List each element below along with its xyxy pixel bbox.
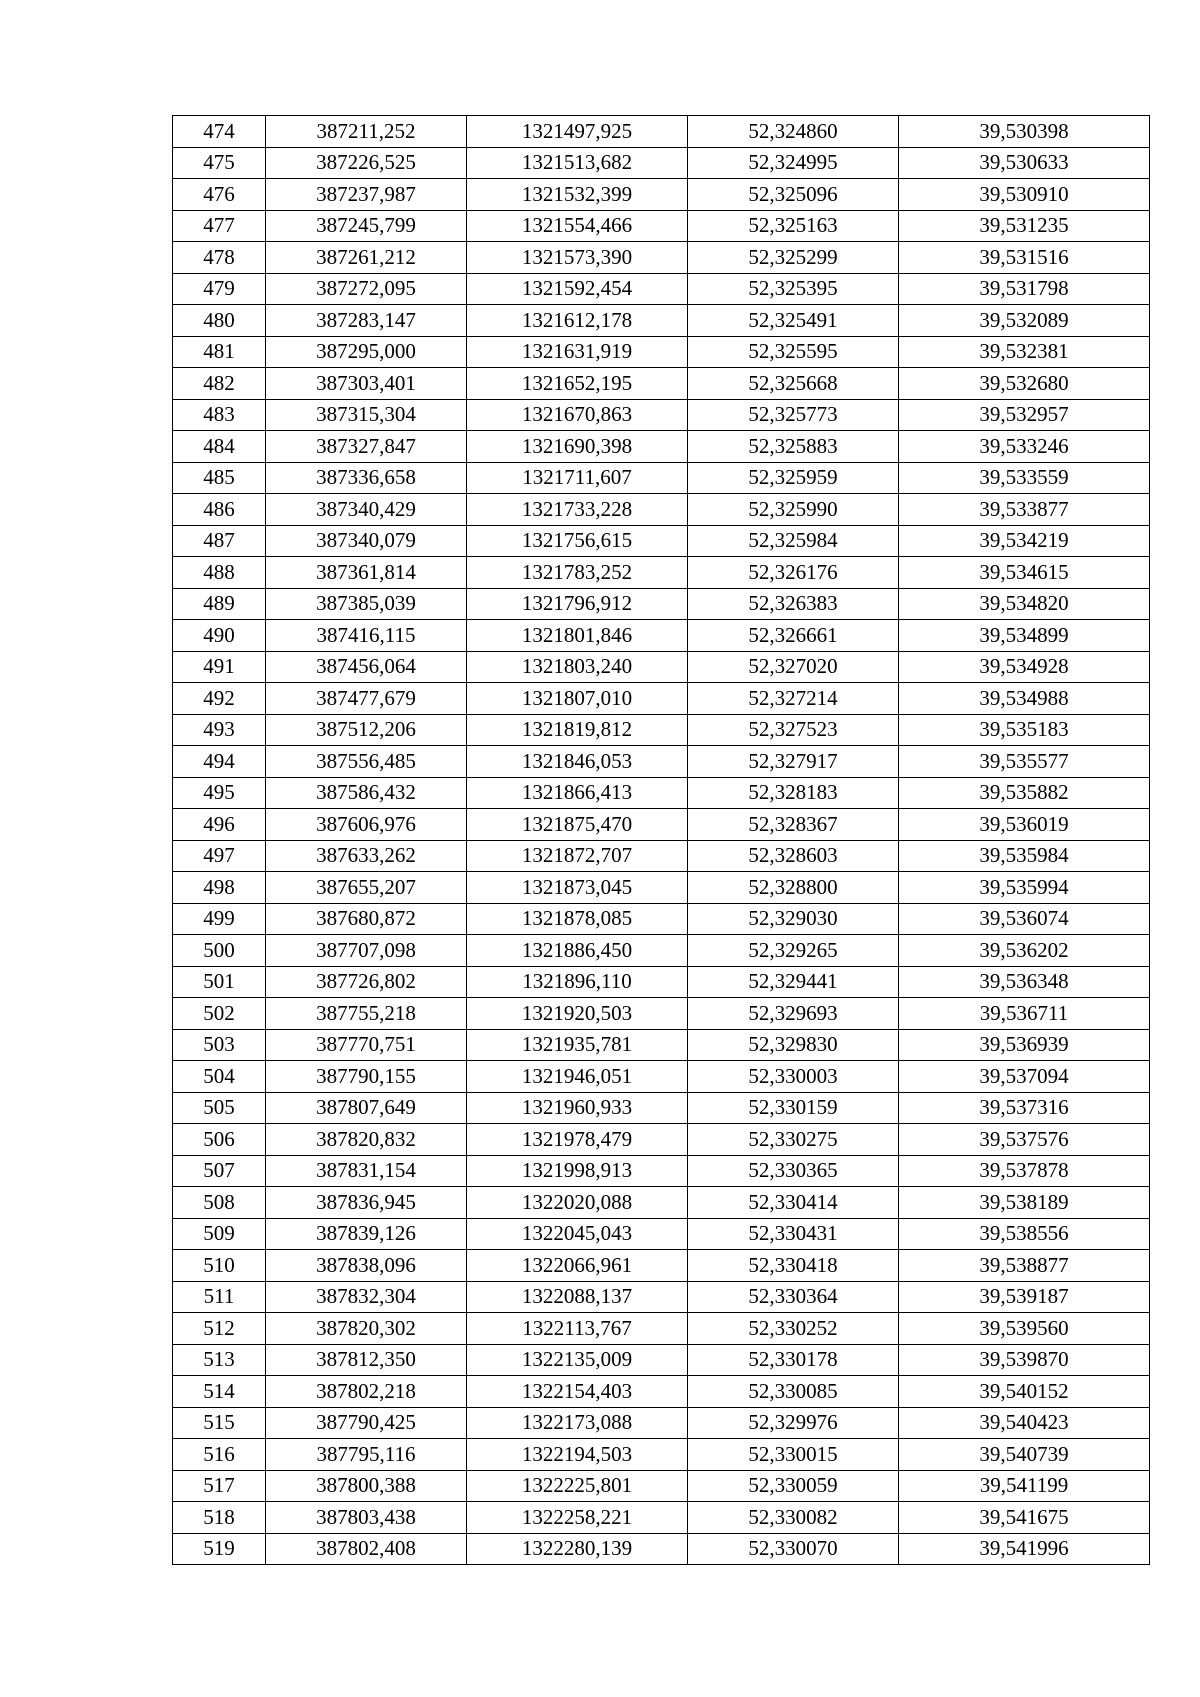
table-row [173, 116, 1150, 148]
x-coordinate-cell: 387340,079 [266, 525, 467, 557]
point-number-cell: 495 [173, 777, 266, 809]
y-coordinate-cell: 1321554,466 [467, 210, 688, 242]
table-row [173, 1029, 1150, 1061]
y-coordinate-cell: 1322194,503 [467, 1439, 688, 1471]
x-coordinate-cell: 387795,116 [266, 1439, 467, 1471]
table-row [173, 462, 1150, 494]
latitude-cell: 52,330365 [688, 1155, 899, 1187]
longitude-cell: 39,539870 [899, 1344, 1150, 1376]
x-coordinate-cell: 387838,096 [266, 1250, 467, 1282]
point-number-cell: 499 [173, 903, 266, 935]
latitude-cell: 52,327917 [688, 746, 899, 778]
longitude-cell: 39,540423 [899, 1407, 1150, 1439]
table-row [173, 746, 1150, 778]
y-coordinate-cell: 1322135,009 [467, 1344, 688, 1376]
table-row [173, 809, 1150, 841]
longitude-cell: 39,535577 [899, 746, 1150, 778]
point-number-cell: 486 [173, 494, 266, 526]
x-coordinate-cell: 387790,155 [266, 1061, 467, 1093]
latitude-cell: 52,325395 [688, 273, 899, 305]
point-number-cell: 518 [173, 1502, 266, 1534]
y-coordinate-cell: 1321796,912 [467, 588, 688, 620]
x-coordinate-cell: 387556,485 [266, 746, 467, 778]
latitude-cell: 52,325959 [688, 462, 899, 494]
table-row [173, 714, 1150, 746]
point-number-cell: 479 [173, 273, 266, 305]
latitude-cell: 52,329441 [688, 966, 899, 998]
coordinate-table-body [173, 116, 1150, 1565]
latitude-cell: 52,327214 [688, 683, 899, 715]
y-coordinate-cell: 1321513,682 [467, 147, 688, 179]
table-row [173, 336, 1150, 368]
y-coordinate-cell: 1321875,470 [467, 809, 688, 841]
longitude-cell: 39,534988 [899, 683, 1150, 715]
longitude-cell: 39,531516 [899, 242, 1150, 274]
y-coordinate-cell: 1321670,863 [467, 399, 688, 431]
longitude-cell: 39,537576 [899, 1124, 1150, 1156]
point-number-cell: 509 [173, 1218, 266, 1250]
table-row [173, 872, 1150, 904]
y-coordinate-cell: 1321801,846 [467, 620, 688, 652]
longitude-cell: 39,532381 [899, 336, 1150, 368]
point-number-cell: 481 [173, 336, 266, 368]
table-row [173, 1155, 1150, 1187]
latitude-cell: 52,330431 [688, 1218, 899, 1250]
table-row [173, 1313, 1150, 1345]
table-row [173, 305, 1150, 337]
y-coordinate-cell: 1322113,767 [467, 1313, 688, 1345]
longitude-cell: 39,533246 [899, 431, 1150, 463]
longitude-cell: 39,536202 [899, 935, 1150, 967]
table-row [173, 1344, 1150, 1376]
point-number-cell: 478 [173, 242, 266, 274]
latitude-cell: 52,330003 [688, 1061, 899, 1093]
longitude-cell: 39,532089 [899, 305, 1150, 337]
y-coordinate-cell: 1321807,010 [467, 683, 688, 715]
latitude-cell: 52,325491 [688, 305, 899, 337]
table-row [173, 557, 1150, 589]
x-coordinate-cell: 387820,302 [266, 1313, 467, 1345]
y-coordinate-cell: 1322154,403 [467, 1376, 688, 1408]
x-coordinate-cell: 387820,832 [266, 1124, 467, 1156]
longitude-cell: 39,539187 [899, 1281, 1150, 1313]
table-row [173, 1439, 1150, 1471]
latitude-cell: 52,325990 [688, 494, 899, 526]
longitude-cell: 39,538189 [899, 1187, 1150, 1219]
latitude-cell: 52,326383 [688, 588, 899, 620]
latitude-cell: 52,325163 [688, 210, 899, 242]
point-number-cell: 507 [173, 1155, 266, 1187]
y-coordinate-cell: 1321783,252 [467, 557, 688, 589]
longitude-cell: 39,534820 [899, 588, 1150, 620]
x-coordinate-cell: 387807,649 [266, 1092, 467, 1124]
point-number-cell: 480 [173, 305, 266, 337]
point-number-cell: 504 [173, 1061, 266, 1093]
x-coordinate-cell: 387477,679 [266, 683, 467, 715]
longitude-cell: 39,537094 [899, 1061, 1150, 1093]
longitude-cell: 39,535984 [899, 840, 1150, 872]
x-coordinate-cell: 387755,218 [266, 998, 467, 1030]
y-coordinate-cell: 1321978,479 [467, 1124, 688, 1156]
x-coordinate-cell: 387361,814 [266, 557, 467, 589]
latitude-cell: 52,329830 [688, 1029, 899, 1061]
point-number-cell: 512 [173, 1313, 266, 1345]
table-row [173, 1281, 1150, 1313]
table-row [173, 903, 1150, 935]
longitude-cell: 39,541675 [899, 1502, 1150, 1534]
longitude-cell: 39,534219 [899, 525, 1150, 557]
y-coordinate-cell: 1321803,240 [467, 651, 688, 683]
y-coordinate-cell: 1321733,228 [467, 494, 688, 526]
coordinate-table [172, 115, 1150, 1565]
x-coordinate-cell: 387726,802 [266, 966, 467, 998]
latitude-cell: 52,330085 [688, 1376, 899, 1408]
longitude-cell: 39,541199 [899, 1470, 1150, 1502]
point-number-cell: 477 [173, 210, 266, 242]
latitude-cell: 52,324860 [688, 116, 899, 148]
longitude-cell: 39,538877 [899, 1250, 1150, 1282]
latitude-cell: 52,328800 [688, 872, 899, 904]
y-coordinate-cell: 1321946,051 [467, 1061, 688, 1093]
table-row [173, 966, 1150, 998]
point-number-cell: 497 [173, 840, 266, 872]
longitude-cell: 39,540739 [899, 1439, 1150, 1471]
latitude-cell: 52,330414 [688, 1187, 899, 1219]
x-coordinate-cell: 387283,147 [266, 305, 467, 337]
y-coordinate-cell: 1321878,085 [467, 903, 688, 935]
longitude-cell: 39,540152 [899, 1376, 1150, 1408]
point-number-cell: 489 [173, 588, 266, 620]
y-coordinate-cell: 1322045,043 [467, 1218, 688, 1250]
point-number-cell: 487 [173, 525, 266, 557]
x-coordinate-cell: 387800,388 [266, 1470, 467, 1502]
longitude-cell: 39,533877 [899, 494, 1150, 526]
table-row [173, 840, 1150, 872]
y-coordinate-cell: 1322173,088 [467, 1407, 688, 1439]
y-coordinate-cell: 1321886,450 [467, 935, 688, 967]
point-number-cell: 475 [173, 147, 266, 179]
point-number-cell: 514 [173, 1376, 266, 1408]
point-number-cell: 508 [173, 1187, 266, 1219]
latitude-cell: 52,329976 [688, 1407, 899, 1439]
y-coordinate-cell: 1321652,195 [467, 368, 688, 400]
x-coordinate-cell: 387812,350 [266, 1344, 467, 1376]
y-coordinate-cell: 1321690,398 [467, 431, 688, 463]
latitude-cell: 52,325668 [688, 368, 899, 400]
longitude-cell: 39,532957 [899, 399, 1150, 431]
y-coordinate-cell: 1321866,413 [467, 777, 688, 809]
point-number-cell: 502 [173, 998, 266, 1030]
point-number-cell: 505 [173, 1092, 266, 1124]
x-coordinate-cell: 387327,847 [266, 431, 467, 463]
latitude-cell: 52,330059 [688, 1470, 899, 1502]
point-number-cell: 490 [173, 620, 266, 652]
longitude-cell: 39,534899 [899, 620, 1150, 652]
latitude-cell: 52,328603 [688, 840, 899, 872]
x-coordinate-cell: 387680,872 [266, 903, 467, 935]
y-coordinate-cell: 1321756,615 [467, 525, 688, 557]
longitude-cell: 39,530633 [899, 147, 1150, 179]
y-coordinate-cell: 1321532,399 [467, 179, 688, 211]
y-coordinate-cell: 1322280,139 [467, 1533, 688, 1565]
point-number-cell: 494 [173, 746, 266, 778]
x-coordinate-cell: 387211,252 [266, 116, 467, 148]
y-coordinate-cell: 1321872,707 [467, 840, 688, 872]
longitude-cell: 39,531798 [899, 273, 1150, 305]
point-number-cell: 500 [173, 935, 266, 967]
y-coordinate-cell: 1322258,221 [467, 1502, 688, 1534]
longitude-cell: 39,535183 [899, 714, 1150, 746]
point-number-cell: 501 [173, 966, 266, 998]
table-row [173, 588, 1150, 620]
x-coordinate-cell: 387802,408 [266, 1533, 467, 1565]
x-coordinate-cell: 387803,438 [266, 1502, 467, 1534]
point-number-cell: 516 [173, 1439, 266, 1471]
x-coordinate-cell: 387831,154 [266, 1155, 467, 1187]
point-number-cell: 513 [173, 1344, 266, 1376]
table-row [173, 935, 1150, 967]
latitude-cell: 52,325096 [688, 179, 899, 211]
longitude-cell: 39,537878 [899, 1155, 1150, 1187]
longitude-cell: 39,536711 [899, 998, 1150, 1030]
y-coordinate-cell: 1321612,178 [467, 305, 688, 337]
table-row [173, 399, 1150, 431]
table-row [173, 998, 1150, 1030]
table-row [173, 1470, 1150, 1502]
y-coordinate-cell: 1321819,812 [467, 714, 688, 746]
x-coordinate-cell: 387839,126 [266, 1218, 467, 1250]
x-coordinate-cell: 387272,095 [266, 273, 467, 305]
latitude-cell: 52,329265 [688, 935, 899, 967]
y-coordinate-cell: 1321998,913 [467, 1155, 688, 1187]
x-coordinate-cell: 387586,432 [266, 777, 467, 809]
latitude-cell: 52,330178 [688, 1344, 899, 1376]
table-row [173, 494, 1150, 526]
point-number-cell: 510 [173, 1250, 266, 1282]
x-coordinate-cell: 387237,987 [266, 179, 467, 211]
latitude-cell: 52,330082 [688, 1502, 899, 1534]
point-number-cell: 496 [173, 809, 266, 841]
latitude-cell: 52,330015 [688, 1439, 899, 1471]
latitude-cell: 52,327523 [688, 714, 899, 746]
latitude-cell: 52,326176 [688, 557, 899, 589]
latitude-cell: 52,325299 [688, 242, 899, 274]
point-number-cell: 515 [173, 1407, 266, 1439]
x-coordinate-cell: 387245,799 [266, 210, 467, 242]
point-number-cell: 491 [173, 651, 266, 683]
x-coordinate-cell: 387295,000 [266, 336, 467, 368]
table-row [173, 1124, 1150, 1156]
x-coordinate-cell: 387832,304 [266, 1281, 467, 1313]
x-coordinate-cell: 387512,206 [266, 714, 467, 746]
latitude-cell: 52,330364 [688, 1281, 899, 1313]
y-coordinate-cell: 1321631,919 [467, 336, 688, 368]
table-row [173, 431, 1150, 463]
table-row [173, 147, 1150, 179]
y-coordinate-cell: 1321711,607 [467, 462, 688, 494]
latitude-cell: 52,325883 [688, 431, 899, 463]
x-coordinate-cell: 387226,525 [266, 147, 467, 179]
latitude-cell: 52,330070 [688, 1533, 899, 1565]
longitude-cell: 39,535882 [899, 777, 1150, 809]
table-row [173, 777, 1150, 809]
longitude-cell: 39,536348 [899, 966, 1150, 998]
y-coordinate-cell: 1321935,781 [467, 1029, 688, 1061]
table-row [173, 1502, 1150, 1534]
x-coordinate-cell: 387606,976 [266, 809, 467, 841]
point-number-cell: 484 [173, 431, 266, 463]
latitude-cell: 52,330275 [688, 1124, 899, 1156]
longitude-cell: 39,534928 [899, 651, 1150, 683]
point-number-cell: 511 [173, 1281, 266, 1313]
point-number-cell: 519 [173, 1533, 266, 1565]
x-coordinate-cell: 387340,429 [266, 494, 467, 526]
x-coordinate-cell: 387336,658 [266, 462, 467, 494]
table-row [173, 1218, 1150, 1250]
point-number-cell: 498 [173, 872, 266, 904]
y-coordinate-cell: 1321873,045 [467, 872, 688, 904]
latitude-cell: 52,325773 [688, 399, 899, 431]
point-number-cell: 493 [173, 714, 266, 746]
x-coordinate-cell: 387770,751 [266, 1029, 467, 1061]
x-coordinate-cell: 387655,207 [266, 872, 467, 904]
table-row [173, 1250, 1150, 1282]
table-row [173, 1407, 1150, 1439]
latitude-cell: 52,326661 [688, 620, 899, 652]
table-row [173, 620, 1150, 652]
longitude-cell: 39,539560 [899, 1313, 1150, 1345]
x-coordinate-cell: 387707,098 [266, 935, 467, 967]
longitude-cell: 39,533559 [899, 462, 1150, 494]
longitude-cell: 39,538556 [899, 1218, 1150, 1250]
x-coordinate-cell: 387802,218 [266, 1376, 467, 1408]
longitude-cell: 39,530910 [899, 179, 1150, 211]
longitude-cell: 39,541996 [899, 1533, 1150, 1565]
latitude-cell: 52,325595 [688, 336, 899, 368]
point-number-cell: 476 [173, 179, 266, 211]
point-number-cell: 517 [173, 1470, 266, 1502]
longitude-cell: 39,534615 [899, 557, 1150, 589]
x-coordinate-cell: 387385,039 [266, 588, 467, 620]
point-number-cell: 482 [173, 368, 266, 400]
latitude-cell: 52,327020 [688, 651, 899, 683]
x-coordinate-cell: 387315,304 [266, 399, 467, 431]
y-coordinate-cell: 1322225,801 [467, 1470, 688, 1502]
latitude-cell: 52,330252 [688, 1313, 899, 1345]
table-row [173, 1376, 1150, 1408]
longitude-cell: 39,536939 [899, 1029, 1150, 1061]
x-coordinate-cell: 387836,945 [266, 1187, 467, 1219]
point-number-cell: 485 [173, 462, 266, 494]
x-coordinate-cell: 387303,401 [266, 368, 467, 400]
x-coordinate-cell: 387633,262 [266, 840, 467, 872]
longitude-cell: 39,532680 [899, 368, 1150, 400]
x-coordinate-cell: 387790,425 [266, 1407, 467, 1439]
table-row [173, 273, 1150, 305]
y-coordinate-cell: 1321497,925 [467, 116, 688, 148]
y-coordinate-cell: 1321960,933 [467, 1092, 688, 1124]
point-number-cell: 483 [173, 399, 266, 431]
table-row [173, 179, 1150, 211]
y-coordinate-cell: 1321592,454 [467, 273, 688, 305]
longitude-cell: 39,535994 [899, 872, 1150, 904]
x-coordinate-cell: 387416,115 [266, 620, 467, 652]
table-row [173, 1092, 1150, 1124]
table-row [173, 1187, 1150, 1219]
table-row [173, 210, 1150, 242]
point-number-cell: 506 [173, 1124, 266, 1156]
latitude-cell: 52,325984 [688, 525, 899, 557]
table-row [173, 1061, 1150, 1093]
latitude-cell: 52,330418 [688, 1250, 899, 1282]
table-row [173, 651, 1150, 683]
table-row [173, 683, 1150, 715]
y-coordinate-cell: 1321573,390 [467, 242, 688, 274]
latitude-cell: 52,328183 [688, 777, 899, 809]
x-coordinate-cell: 387456,064 [266, 651, 467, 683]
longitude-cell: 39,530398 [899, 116, 1150, 148]
y-coordinate-cell: 1322066,961 [467, 1250, 688, 1282]
table-row [173, 368, 1150, 400]
table-row [173, 242, 1150, 274]
y-coordinate-cell: 1321896,110 [467, 966, 688, 998]
y-coordinate-cell: 1322020,088 [467, 1187, 688, 1219]
longitude-cell: 39,537316 [899, 1092, 1150, 1124]
latitude-cell: 52,329693 [688, 998, 899, 1030]
y-coordinate-cell: 1322088,137 [467, 1281, 688, 1313]
y-coordinate-cell: 1321846,053 [467, 746, 688, 778]
latitude-cell: 52,324995 [688, 147, 899, 179]
x-coordinate-cell: 387261,212 [266, 242, 467, 274]
point-number-cell: 503 [173, 1029, 266, 1061]
longitude-cell: 39,536019 [899, 809, 1150, 841]
longitude-cell: 39,531235 [899, 210, 1150, 242]
y-coordinate-cell: 1321920,503 [467, 998, 688, 1030]
latitude-cell: 52,330159 [688, 1092, 899, 1124]
table-row [173, 1533, 1150, 1565]
longitude-cell: 39,536074 [899, 903, 1150, 935]
point-number-cell: 492 [173, 683, 266, 715]
latitude-cell: 52,329030 [688, 903, 899, 935]
latitude-cell: 52,328367 [688, 809, 899, 841]
table-row [173, 525, 1150, 557]
point-number-cell: 488 [173, 557, 266, 589]
point-number-cell: 474 [173, 116, 266, 148]
